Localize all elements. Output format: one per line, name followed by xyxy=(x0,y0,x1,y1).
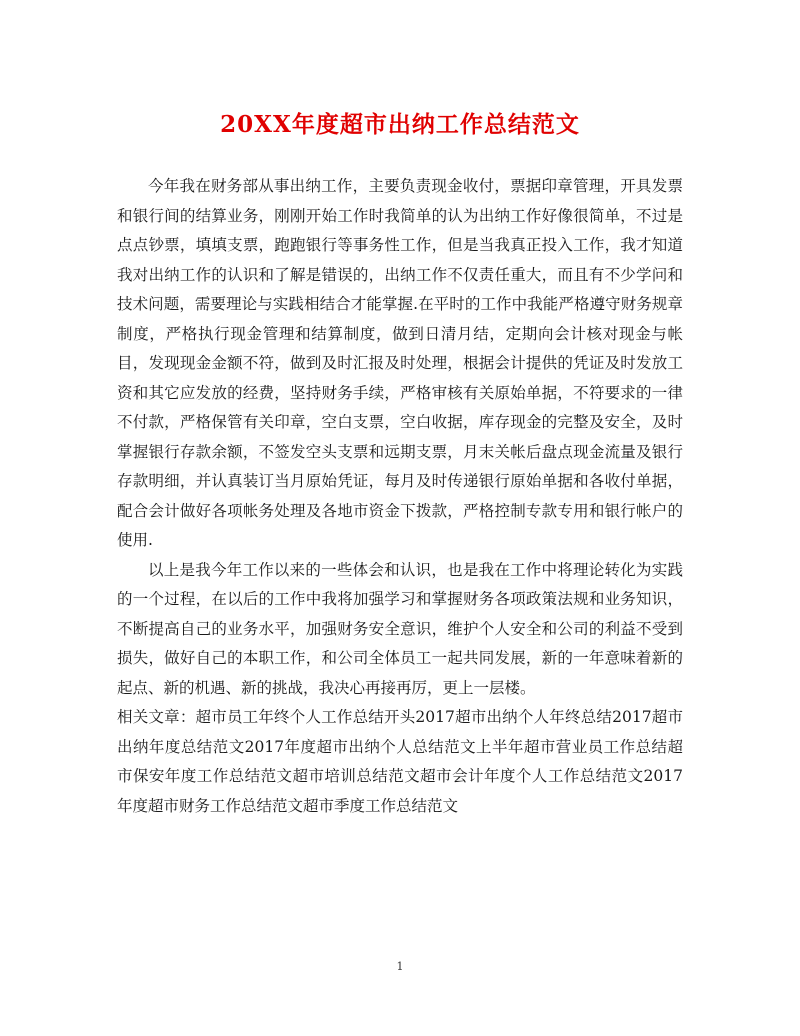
related-articles: 相关文章：超市员工年终个人工作总结开头2017超市出纳个人年终总结2017超市出纳年度总结范文2017年度超市出纳个人总结范文上半年超市营业员工作总结超市保安年度工作总结范文超市培训总结范文超市会计年度个人工作总结范文2017年度超市财务工作总结范文超市季度工作总结范文 xyxy=(117,708,683,815)
page-number: 1 xyxy=(396,960,404,973)
body-paragraph-1: 今年我在财务部从事出纳工作，主要负责现金收付，票据印章管理，开具发票和银行间的结算业务，刚刚开始工作时我简单的认为出纳工作好像很简单，不过是点点钞票，填填支票，跑跑银行等事务性工作，但是当我真正投入工作，我才知道我对出纳工作的认识和了解是错误的，出纳工作不仅责任重大，而且有不少学问和技术问题，需要理论与实践相结合才能掌握.在平时的工作中我能严格遵守财务规章制度，严格执行现金管理和结算制度，做到日清月结，定期向会计核对现金与帐目，发现现金金额不符，做到及时汇报及时处理，根据会计提供的凭证及时发放工资和其它应发放的经费，坚持财务手续，严格审核有关原始单据，不符要求的一律不付款，严格保管有关印章，空白支票，空白收据，库存现金的完整及安全，及时掌握银行存款余额，不签发空头支票和远期支票，月末关帐后盘点现金流量及银行存款明细，并认真装订当月原始凭证，每月及时传递银行原始单据和各收付单据，配合会计做好各项帐务处理及各地市资金下拨款，严格控制专款专用和银行帐户的使用. xyxy=(117,177,683,549)
body-paragraph-2: 以上是我今年工作以来的一些体会和认识，也是我在工作中将理论转化为实践的一个过程，在以后的工作中我将加强学习和掌握财务各项政策法规和业务知识，不断提高自己的业务水平，加强财务安全意识，维护个人安全和公司的利益不受到损失，做好自己的本职工作，和公司全体员工一起共同发展，新的一年意味着新的起点、新的机遇、新的挑战，我决心再接再厉，更上一层楼。 xyxy=(117,560,683,697)
document-title: 20XX年度超市出纳工作总结范文 xyxy=(220,111,580,138)
document-body xyxy=(117,172,683,821)
